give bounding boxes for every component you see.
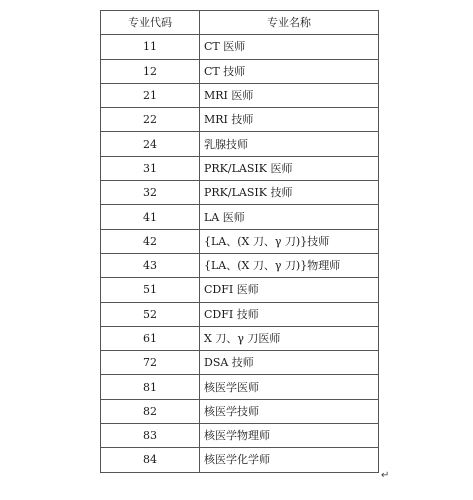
profession-code-cell: 21 [101, 83, 200, 107]
profession-name-cell: CT 技师 [200, 59, 379, 83]
table-row [101, 181, 379, 205]
profession-code-cell: 82 [101, 399, 200, 423]
table-row [101, 253, 379, 277]
profession-name-cell: MRI 医师 [200, 83, 379, 107]
profession-code-cell: 43 [101, 253, 200, 277]
table-row [101, 229, 379, 253]
table-row [101, 156, 379, 180]
profession-code-cell: 83 [101, 424, 200, 448]
table-row [101, 302, 379, 326]
profession-code-cell: 72 [101, 351, 200, 375]
profession-code-cell: 24 [101, 132, 200, 156]
profession-name-cell: PRK/LASIK 医师 [200, 156, 379, 180]
profession-code-cell: 11 [101, 35, 200, 59]
profession-name-cell: PRK/LASIK 技师 [200, 181, 379, 205]
profession-name-cell: 核医学物理师 [200, 424, 379, 448]
table-row [101, 375, 379, 399]
header-code: 专业代码 [101, 11, 200, 35]
header-name: 专业名称 [200, 11, 379, 35]
table-row [101, 132, 379, 156]
paragraph-mark-icon: ↵ [381, 470, 390, 481]
profession-name-cell: X 刀、γ 刀医师 [200, 326, 379, 350]
profession-code-cell: 81 [101, 375, 200, 399]
table-row [101, 205, 379, 229]
profession-code-cell: 84 [101, 448, 200, 472]
profession-name-cell: CDFI 技师 [200, 302, 379, 326]
profession-name-cell: {LA、(X 刀、γ 刀)}物理师 [200, 253, 379, 277]
table-header-row [101, 11, 379, 35]
table-row [101, 326, 379, 350]
table-row [101, 399, 379, 423]
profession-code-cell: 51 [101, 278, 200, 302]
profession-code-cell: 52 [101, 302, 200, 326]
table-row [101, 83, 379, 107]
profession-code-cell: 12 [101, 59, 200, 83]
profession-name-cell: 核医学医师 [200, 375, 379, 399]
profession-code-cell: 42 [101, 229, 200, 253]
table-row [101, 448, 379, 472]
profession-name-cell: {LA、(X 刀、γ 刀)}技师 [200, 229, 379, 253]
table-row [101, 59, 379, 83]
profession-code-table [100, 10, 379, 473]
profession-code-cell: 41 [101, 205, 200, 229]
table-row [101, 351, 379, 375]
table-row [101, 35, 379, 59]
profession-name-cell: DSA 技师 [200, 351, 379, 375]
table-row [101, 424, 379, 448]
profession-code-cell: 61 [101, 326, 200, 350]
profession-name-cell: LA 医师 [200, 205, 379, 229]
table-body [101, 35, 379, 472]
profession-name-cell: CDFI 医师 [200, 278, 379, 302]
profession-name-cell: 核医学技师 [200, 399, 379, 423]
profession-name-cell: MRI 技师 [200, 108, 379, 132]
table-row [101, 278, 379, 302]
profession-code-cell: 31 [101, 156, 200, 180]
table-row [101, 108, 379, 132]
profession-name-cell: 乳腺技师 [200, 132, 379, 156]
profession-name-cell: CT 医师 [200, 35, 379, 59]
profession-name-cell: 核医学化学师 [200, 448, 379, 472]
profession-code-cell: 32 [101, 181, 200, 205]
profession-code-cell: 22 [101, 108, 200, 132]
